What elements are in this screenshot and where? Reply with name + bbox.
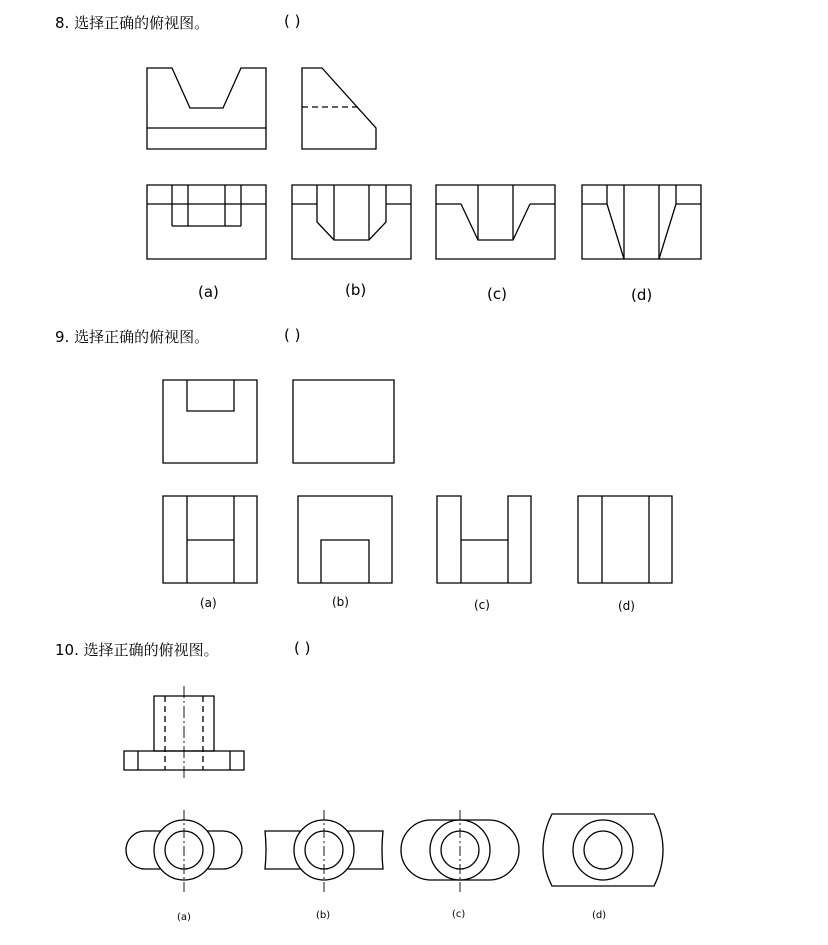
q9-option-c[interactable] <box>437 496 531 583</box>
q8-option-a[interactable] <box>147 185 266 259</box>
q10-option-d[interactable] <box>543 814 663 886</box>
q8-side-view <box>302 68 376 149</box>
q10-option-c[interactable] <box>401 810 519 892</box>
q8-option-b[interactable] <box>292 185 411 259</box>
q10-option-d-label: (d) <box>592 910 607 921</box>
q8-option-d[interactable] <box>582 185 701 259</box>
q10-answer-blank[interactable]: ( ) <box>294 639 311 657</box>
q8-prompt: 选择正确的俯视图。 <box>74 14 210 32</box>
q9-option-b[interactable] <box>298 496 392 583</box>
q10-number: 10. <box>55 641 79 659</box>
q10-option-a-label: (a) <box>177 912 191 923</box>
q9-side-view <box>293 380 394 463</box>
q8-answer-blank[interactable]: ( ) <box>284 12 301 30</box>
q9-option-a[interactable] <box>163 496 257 583</box>
q10-option-a[interactable] <box>126 810 242 892</box>
q9-option-d[interactable] <box>578 496 672 583</box>
q10-front-view <box>124 686 244 778</box>
q9-prompt: 选择正确的俯视图。 <box>74 328 210 346</box>
q10-option-c-label: (c) <box>452 909 466 920</box>
q9-option-c-label: (c) <box>474 598 490 612</box>
q10-prompt: 选择正确的俯视图。 <box>83 641 219 659</box>
q9-number: 9. <box>55 328 70 346</box>
q8-option-a-label: (a) <box>198 283 219 301</box>
q8-option-c-label: (c) <box>487 285 507 303</box>
q9-answer-blank[interactable]: ( ) <box>284 326 301 344</box>
q9-option-d-label: (d) <box>618 599 635 613</box>
q8-number: 8. <box>55 14 70 32</box>
q9-option-b-label: (b) <box>332 595 349 609</box>
q8-option-b-label: (b) <box>345 281 367 299</box>
q9-option-a-label: (a) <box>200 596 217 610</box>
q8-front-view <box>147 68 266 149</box>
q8-option-d-label: (d) <box>631 286 653 304</box>
q10-option-b[interactable] <box>265 810 383 892</box>
q9-front-view <box>163 380 257 463</box>
q8-option-c[interactable] <box>436 185 555 259</box>
q10-option-b-label: (b) <box>316 910 331 921</box>
